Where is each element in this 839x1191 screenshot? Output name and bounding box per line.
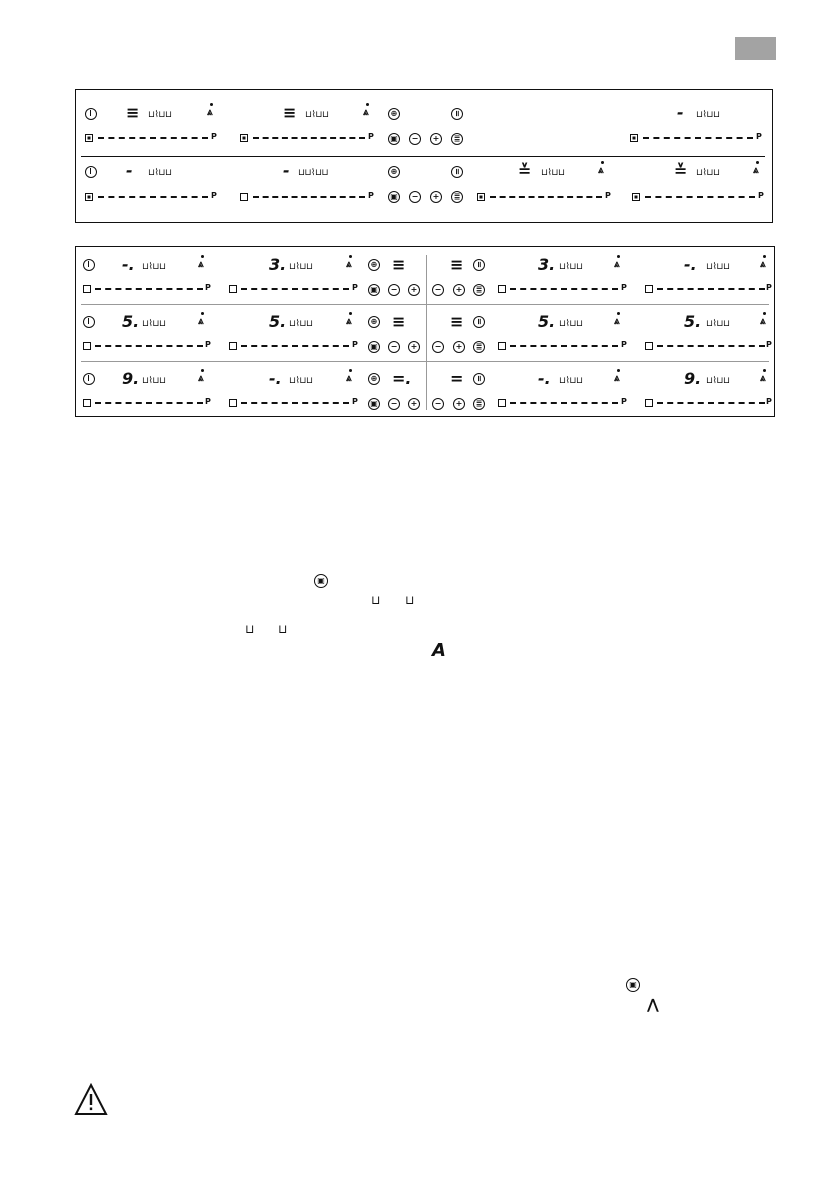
- slider-end-label: P: [766, 397, 772, 406]
- zone-select-icon: [632, 193, 640, 201]
- slider-end-label: P: [368, 191, 374, 200]
- pot-steam-icon: ⊔: [278, 622, 288, 636]
- cookware-icons: ⊔⌇⊔⊔: [148, 168, 172, 178]
- boost-icon: ⩓: [614, 316, 620, 327]
- indicator-dot: [601, 161, 604, 164]
- boost-icon: ⋀: [647, 997, 659, 1013]
- boost-icon: ⩓: [614, 373, 620, 384]
- plus-icon: +: [453, 341, 465, 353]
- indicator-dot: [349, 312, 352, 315]
- boost-icon: ⩓: [760, 373, 766, 384]
- zone-level-display: ≡: [392, 312, 406, 331]
- indicator-dot: [201, 255, 204, 258]
- indicator-dot: [366, 103, 369, 106]
- boost-icon: ⩓: [198, 373, 204, 384]
- slider-track: [643, 137, 753, 139]
- minus-icon: −: [432, 398, 444, 410]
- page-corner-tab: [735, 37, 776, 60]
- panel-divider: [81, 304, 769, 305]
- indicator-dot: [756, 161, 759, 164]
- plus-icon: +: [430, 191, 442, 203]
- zone-select-icon: [229, 285, 237, 293]
- zone-level-display: -.: [122, 255, 135, 274]
- plus-icon: +: [408, 284, 420, 296]
- zone-select-icon: [498, 285, 506, 293]
- boost-icon: ⩓: [753, 165, 759, 176]
- zone-select-icon: [229, 342, 237, 350]
- zone-select-icon: [498, 342, 506, 350]
- slider-track: [95, 345, 203, 347]
- power-icon: [83, 259, 95, 271]
- pause-icon: ॥: [473, 259, 485, 271]
- zone-select-icon: [85, 193, 93, 201]
- zone-select-icon: [645, 285, 653, 293]
- minus-icon: −: [388, 398, 400, 410]
- indicator-dot: [617, 369, 620, 372]
- slider-track: [253, 137, 365, 139]
- cookware-icons: ⊔⌇⊔⊔: [706, 376, 730, 386]
- cookware-icons: ⊔⊔⌇⊔⊔: [298, 168, 328, 178]
- slider-end-label: P: [758, 191, 764, 200]
- zone-level-display: ≡: [450, 255, 464, 274]
- cookware-icons: ⊔⌇⊔⊔: [148, 110, 172, 120]
- pause-icon: ॥: [473, 373, 485, 385]
- panel-divider: [81, 361, 769, 362]
- slider-end-label: P: [368, 132, 374, 141]
- slider-track: [95, 288, 203, 290]
- plus-icon: +: [453, 284, 465, 296]
- warning-icon: [74, 1083, 108, 1117]
- indicator-dot: [210, 103, 213, 106]
- slider-track: [98, 137, 208, 139]
- cookware-icons: ⊔⌇⊔⊔: [696, 168, 720, 178]
- minus-icon: −: [409, 133, 421, 145]
- zone-select-icon: [498, 399, 506, 407]
- zone-level-display: 5.: [684, 312, 702, 331]
- minus-icon: −: [432, 284, 444, 296]
- pot-steam-icon: ⊔: [371, 593, 381, 607]
- cookware-icons: ⊔⌇⊔⊔: [541, 168, 565, 178]
- zone-level-display: 5.: [538, 312, 556, 331]
- timer-icon: ≣: [451, 191, 463, 203]
- pot-steam-icon: ⊔: [245, 622, 255, 636]
- slider-end-label: P: [756, 132, 762, 141]
- zone-select-icon: [83, 399, 91, 407]
- power-icon: [83, 316, 95, 328]
- slider-track: [98, 196, 208, 198]
- pause-icon: ॥: [473, 316, 485, 328]
- indicator-dot: [763, 369, 766, 372]
- lock-icon: ⊕: [368, 373, 380, 385]
- zone-level-display: ≡: [392, 255, 406, 274]
- zone-level-display: 5.: [269, 312, 287, 331]
- auto-letter-display: A: [432, 640, 446, 661]
- minus-icon: −: [432, 341, 444, 353]
- boost-icon: ⩓: [760, 259, 766, 270]
- power-icon: [85, 108, 97, 120]
- slider-end-label: P: [621, 283, 627, 292]
- slider-end-label: P: [352, 283, 358, 292]
- slider-end-label: P: [352, 340, 358, 349]
- zone-select-icon: [630, 134, 638, 142]
- slider-track: [657, 345, 765, 347]
- zone-level-display: -: [677, 103, 684, 122]
- boost-icon: ⩓: [198, 259, 204, 270]
- slider-track: [657, 288, 765, 290]
- timer-icon: ≣: [473, 341, 485, 353]
- lock-icon: ⊕: [368, 316, 380, 328]
- zone-level-display: -.: [269, 369, 282, 388]
- zone-level-display: -: [126, 161, 133, 180]
- boost-icon: ⩓: [363, 107, 369, 118]
- bridge-icon: ▣: [388, 191, 400, 203]
- zone-select-icon: [240, 193, 248, 201]
- slider-end-label: P: [766, 283, 772, 292]
- slider-track: [510, 288, 618, 290]
- slider-end-label: P: [605, 191, 611, 200]
- indicator-dot: [201, 312, 204, 315]
- plus-icon: +: [408, 341, 420, 353]
- cookware-icons: ⊔⌇⊔⊔: [289, 319, 313, 329]
- zone-level-display: =.: [392, 369, 412, 388]
- slider-track: [95, 402, 203, 404]
- pause-icon: ॥: [451, 108, 463, 120]
- cookware-icons: ⊔⌇⊔⊔: [559, 376, 583, 386]
- cookware-icons: ⊔⌇⊔⊔: [559, 319, 583, 329]
- timer-icon: ≣: [473, 284, 485, 296]
- zone-level-display: ≡: [283, 103, 297, 122]
- indicator-dot: [349, 369, 352, 372]
- zone-level-display: 9.: [122, 369, 140, 388]
- zone-level-display: -.: [538, 369, 551, 388]
- indicator-dot: [763, 312, 766, 315]
- timer-icon: ≣: [451, 133, 463, 145]
- bridge-icon: ▣: [388, 133, 400, 145]
- slider-end-label: P: [211, 191, 217, 200]
- slider-end-label: P: [205, 340, 211, 349]
- slider-end-label: P: [211, 132, 217, 141]
- bridge-icon: ▣: [368, 398, 380, 410]
- slider-track: [657, 402, 765, 404]
- power-icon: [85, 166, 97, 178]
- pause-icon: ॥: [451, 166, 463, 178]
- cookware-icons: ⊔⌇⊔⊔: [142, 262, 166, 272]
- indicator-dot: [201, 369, 204, 372]
- slider-end-label: P: [766, 340, 772, 349]
- zone-level-display: 9.: [684, 369, 702, 388]
- slider-track: [510, 345, 618, 347]
- zone-select-icon: [83, 342, 91, 350]
- timer-icon: ≣: [473, 398, 485, 410]
- boost-icon: ⩓: [207, 107, 213, 118]
- panel-divider: [81, 156, 765, 157]
- zone-level-display: ≚: [518, 161, 532, 180]
- zone-level-display: ≡: [450, 312, 464, 331]
- indicator-dot: [617, 255, 620, 258]
- minus-icon: −: [388, 341, 400, 353]
- slider-end-label: P: [621, 340, 627, 349]
- lock-icon: ⊕: [388, 166, 400, 178]
- plus-icon: +: [453, 398, 465, 410]
- plus-icon: +: [408, 398, 420, 410]
- cookware-icons: ⊔⌇⊔⊔: [696, 110, 720, 120]
- plus-icon: +: [430, 133, 442, 145]
- boost-icon: ⩓: [346, 316, 352, 327]
- slider-end-label: P: [621, 397, 627, 406]
- cookware-icons: ⊔⌇⊔⊔: [142, 376, 166, 386]
- minus-icon: −: [409, 191, 421, 203]
- zone-level-display: 5.: [122, 312, 140, 331]
- zone-level-display: -: [283, 161, 290, 180]
- zone-level-display: 3.: [538, 255, 556, 274]
- zone-level-display: -.: [684, 255, 697, 274]
- cookware-icons: ⊔⌇⊔⊔: [142, 319, 166, 329]
- zone-select-icon: [83, 285, 91, 293]
- boost-icon: ⩓: [198, 316, 204, 327]
- zone-level-display: ≚: [674, 161, 688, 180]
- indicator-dot: [349, 255, 352, 258]
- zone-select-icon: [229, 399, 237, 407]
- zone-select-icon: [645, 399, 653, 407]
- slider-end-label: P: [352, 397, 358, 406]
- power-icon: [83, 373, 95, 385]
- slider-track: [253, 196, 365, 198]
- slider-end-label: P: [205, 397, 211, 406]
- cookware-icons: ⊔⌇⊔⊔: [559, 262, 583, 272]
- slider-track: [490, 196, 602, 198]
- slider-track: [241, 402, 349, 404]
- panel-divider: [426, 255, 427, 410]
- cookware-icons: ⊔⌇⊔⊔: [706, 319, 730, 329]
- pot-steam-icon: ⊔: [405, 593, 415, 607]
- zone-select-icon: [85, 134, 93, 142]
- slider-track: [241, 288, 349, 290]
- slider-track: [510, 402, 618, 404]
- zone-level-display: 3.: [269, 255, 287, 274]
- minus-icon: −: [388, 284, 400, 296]
- indicator-dot: [763, 255, 766, 258]
- zone-select-icon: [645, 342, 653, 350]
- slider-track: [645, 196, 755, 198]
- lock-icon: ⊕: [368, 259, 380, 271]
- bridge-icon: ▣: [368, 341, 380, 353]
- control-panel-diagram-2: [75, 246, 775, 417]
- zone-level-display: =: [450, 369, 464, 388]
- control-panel-diagram-1: [75, 89, 773, 223]
- zone-level-display: ≡: [126, 103, 140, 122]
- boost-icon: ⩓: [598, 165, 604, 176]
- cookware-icons: ⊔⌇⊔⊔: [289, 376, 313, 386]
- slider-end-label: P: [205, 283, 211, 292]
- cookware-icons: ⊔⌇⊔⊔: [706, 262, 730, 272]
- boost-icon: ⩓: [614, 259, 620, 270]
- cookware-icons: ⊔⌇⊔⊔: [289, 262, 313, 272]
- zone-select-icon: [240, 134, 248, 142]
- slider-track: [241, 345, 349, 347]
- boost-icon: ⩓: [346, 259, 352, 270]
- bridge-icon: ▣: [626, 978, 640, 992]
- indicator-dot: [617, 312, 620, 315]
- bridge-icon: ▣: [368, 284, 380, 296]
- bridge-icon: ▣: [314, 574, 328, 588]
- boost-icon: ⩓: [760, 316, 766, 327]
- cookware-icons: ⊔⌇⊔⊔: [305, 110, 329, 120]
- zone-select-icon: [477, 193, 485, 201]
- boost-icon: ⩓: [346, 373, 352, 384]
- lock-icon: ⊕: [388, 108, 400, 120]
